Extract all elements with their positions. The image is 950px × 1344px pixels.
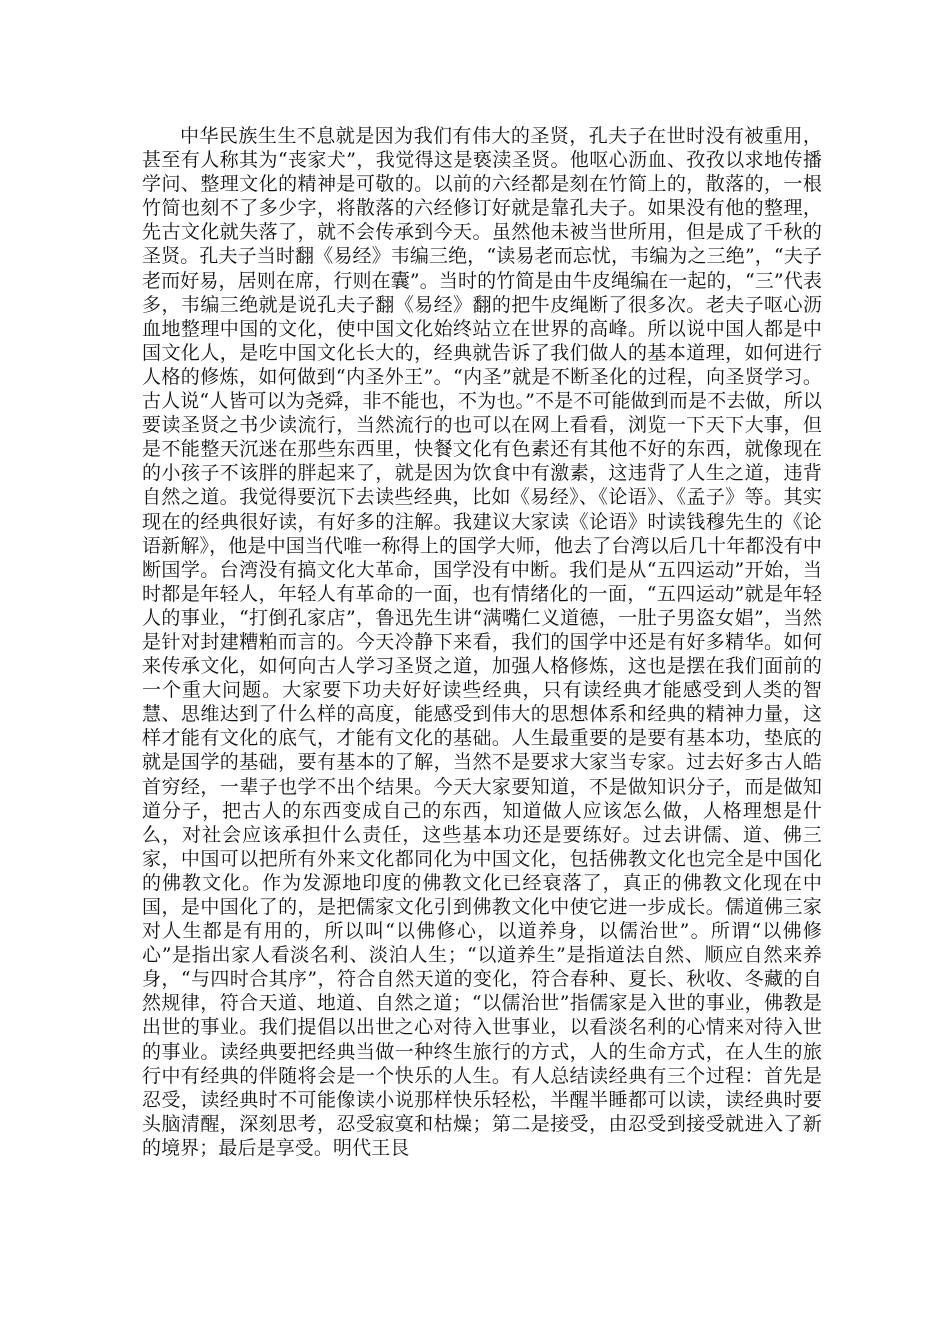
- body-paragraph: 中华民族生生不息就是因为我们有伟大的圣贤，孔夫子在世时没有被重用，甚至有人称其为“丧家犬”，我觉得这是亵渎圣贤。他呕心沥血、孜孜以求地传播学问、整理文化的精神是可敬的。以前的六经都是刻在竹简上的，散落的，一根竹简也刻不了多少字，将散落的六经修订好就是靠孔夫子。如果没有他的整理，先古文化就失落了，就不会传承到今天。虽然他未被当世所用，但是成了千秋的圣贤。孔夫子当时翻《易经》韦编三绝，“读易老而忘忧，韦编为之三绝”，“夫子老而好易，居则在席，行则在囊”。当时的竹简是由牛皮绳编在一起的，“三”代表多，韦编三绝就是说孔夫子翻《易经》翻的把牛皮绳断了很多次。老夫子呕心沥血地整理中国的文化，使中国文化始终站立在世界的高峰。所以说中国人都是中国文化人，是吃中国文化长大的，经典就告诉了我们做人的基本道理，如何进行人格的修炼，如何做到“内圣外王”。“内圣”就是不断圣化的过程，向圣贤学习。古人说“人皆可以为尧舜，非不能也，不为也。”不是不可能做到而是不去做，所以要读圣贤之书少读流行，当然流行的也可以在网上看看，浏览一下天下大事，但是不能整天沉迷在那些东西里，快餐文化有色素还有其他不好的东西，就像现在的小孩子不该胖的胖起来了，就是因为饮食中有激素，这违背了人生之道，违背自然之道。我觉得要沉下去读些经典，比如《易经》、《论语》、《孟子》等。其实现在的经典很好读，有好多的注解。我建议大家读《论语》时读钱穆先生的《论语新解》，他是中国当代唯一称得上的国学大师，他去了台湾以后几十年都没有中断国学。台湾没有搞文化大革命，国学没有中断。我们是从“五四运动”开始，当时都是年轻人，年轻人有革命的一面，也有情绪化的一面，“五四运动”就是年轻人的事业，“打倒孔家店”，鲁迅先生讲“满嘴仁义道德，一肚子男盗女娼”，当然是针对封建糟粕而言的。今天冷静下来看，我们的国学中还是有好多精华。如何来传承文化，如何向古人学习圣贤之道，加强人格修炼，这也是摆在我们面前的一个重大问题。大家要下功夫好好读些经典，只有读经典才能感受到人类的智慧、思维达到了什么样的高度，能感受到伟大的思想体系和经典的精神力量，这样才能有文化的底气，才能有文化的基础。人生最重要的是要有基本功，垫底的就是国学的基础，要有基本的了解，当然不是要求大家当专家。过去好多古人皓首穷经，一辈子也学不出个结果。今天大家要知道，不是做知识分子，而是做知道分子，把古人的东西变成自己的东西，知道做人应该怎么做，人格理想是什么，对社会应该承担什么责任，这些基本功还是要练好。过去讲儒、道、佛三家，中国可以把所有外来文化都同化为中国文化，包括佛教文化也完全是中国化的佛教文化。作为发源地印度的佛教文化已经衰落了，真正的佛教文化现在中国，是中国化了的，是把儒家文化引到佛教文化中使它进一步成长。儒道佛三家对人生都是有用的，所以叫“以佛修心，以道养身，以儒治世”。所谓“以佛修心”是指出家人看淡名利、淡泊人生；“以道养生”是指道法自然、顺应自然来养身，“与四时合其序”，符合自然天道的变化，符合春种、夏长、秋收、冬藏的自然规律，符合天道、地道、自然之道；“以儒治世”指儒家是入世的事业，佛教是出世的事业。我们提倡以出世之心对待入世事业，以看淡名利的心情来对待入世的事业。读经典要把经典当做一种终生旅行的方式，人的生命方式，在人生的旅行中有经典的伴随将会是一个快乐的人生。有人总结读经典有三个过程：首先是忍受，读经典时不可能像读小说那样快乐轻松，半醒半睡都可以读，读经典时要头脑清醒，深刻思考，忍受寂寞和枯燥；第二是接受，由忍受到接受就进入了新的境界；最后是享受。明代王艮: [142, 125, 822, 1159]
